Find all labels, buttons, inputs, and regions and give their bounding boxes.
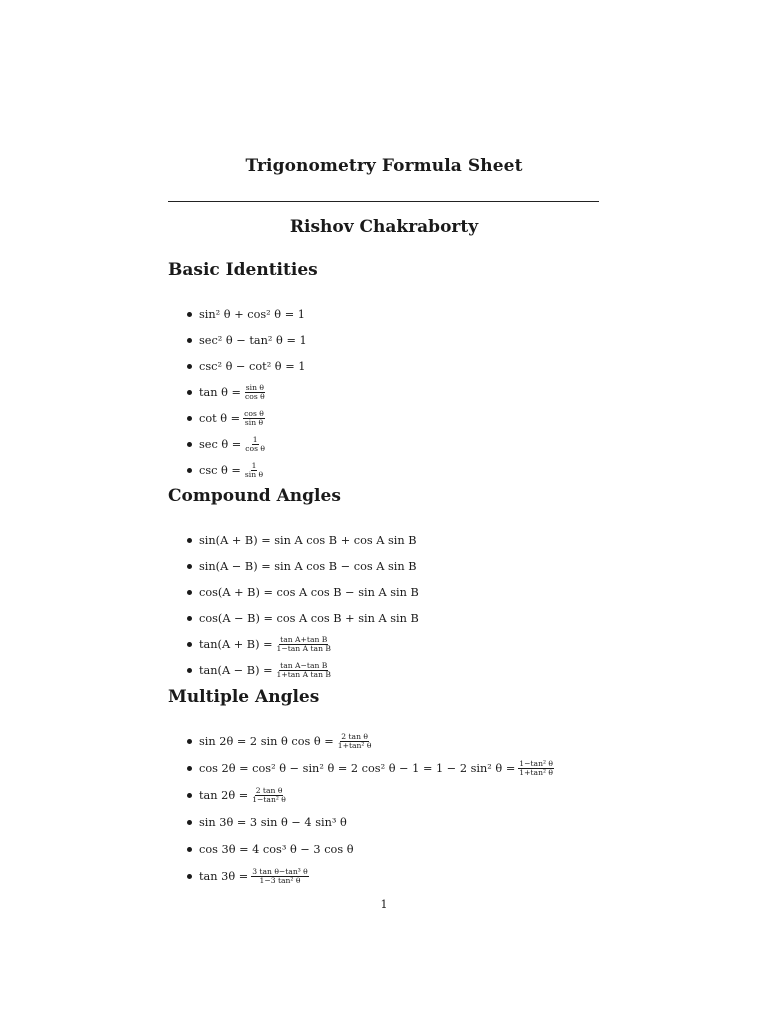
section-multiple-angles — [168, 685, 728, 890]
fraction-numerator: tan A+tan B — [280, 634, 328, 644]
title-rule — [168, 201, 599, 202]
fraction — [276, 636, 332, 653]
formula-text: sec θ = — [199, 437, 242, 451]
formula-text: csc² θ − cot² θ = 1 — [199, 359, 306, 373]
formula-item — [168, 782, 728, 809]
fraction-denominator: 1+tan² θ — [519, 768, 553, 777]
formula-item — [168, 301, 728, 327]
formula-text: sin 2θ = 2 sin θ cos θ = — [199, 735, 334, 748]
document-title: Trigonometry Formula Sheet — [245, 156, 523, 176]
formula-text: cos 3θ = 4 cos³ θ − 3 cos θ — [199, 843, 354, 856]
formula-text: cot θ = — [199, 411, 241, 425]
fraction-numerator: 1−tan² θ — [519, 759, 553, 768]
section-heading: Basic Identities — [168, 260, 318, 280]
formula-text: cos(A + B) = cos A cos B − sin A sin B — [199, 585, 419, 599]
section-basic-identities — [168, 258, 728, 483]
fraction-denominator: 1+tan² θ — [337, 741, 372, 750]
formula-item — [168, 657, 728, 683]
formula-item — [168, 553, 728, 579]
fraction — [243, 410, 265, 427]
formula-item — [168, 809, 728, 836]
formula-item — [168, 527, 728, 553]
formula-item — [168, 353, 728, 379]
formula-item — [168, 631, 728, 657]
fraction-denominator: sin θ — [244, 417, 264, 427]
fraction — [251, 868, 309, 885]
formula-text: sin(A − B) = sin A cos B − cos A sin B — [199, 559, 417, 573]
formula-text: sin 3θ = 3 sin θ − 4 sin³ θ — [199, 816, 347, 829]
formula-text: tan 2θ = — [199, 789, 249, 802]
formula-text: sec² θ − tan² θ = 1 — [199, 333, 307, 347]
formula-item — [168, 579, 728, 605]
fraction-numerator: 2 tan θ — [255, 786, 283, 795]
fraction-denominator: cos θ — [245, 391, 265, 401]
fraction — [518, 760, 554, 777]
formula-item — [168, 405, 728, 431]
formula-text: tan(A + B) = — [199, 637, 273, 651]
fraction-numerator: tan A−tan B — [280, 660, 328, 670]
formula-item — [168, 605, 728, 631]
fraction-numerator: 1 — [252, 434, 258, 444]
fraction — [276, 662, 332, 679]
formula-text: tan(A − B) = — [199, 663, 273, 677]
section-compound-angles — [168, 484, 728, 683]
fraction-numerator: 3 tan θ−tan³ θ — [252, 867, 308, 876]
section-heading: Multiple Angles — [168, 687, 320, 707]
fraction-numerator: cos θ — [244, 408, 264, 418]
formula-item — [168, 457, 728, 483]
fraction-numerator: 2 tan θ — [341, 732, 368, 741]
fraction-denominator: 1−tan² θ — [252, 795, 286, 804]
formula-text: cos(A − B) = cos A cos B + sin A sin B — [199, 611, 419, 625]
fraction — [244, 462, 264, 479]
fraction — [251, 787, 287, 804]
fraction — [244, 436, 266, 453]
formula-list — [168, 728, 728, 890]
fraction-denominator: cos θ — [245, 443, 265, 453]
fraction-numerator: sin θ — [245, 382, 264, 392]
formula-item — [168, 431, 728, 457]
fraction-numerator: 1 — [251, 460, 257, 470]
formula-text: cos 2θ = cos² θ − sin² θ = 2 cos² θ − 1 = 1 − 2 sin² θ = — [199, 762, 516, 775]
formula-text: csc θ = — [199, 463, 241, 477]
formula-item — [168, 379, 728, 405]
formula-text: sin² θ + cos² θ = 1 — [199, 307, 305, 321]
author-name: Rishov Chakraborty — [289, 217, 479, 237]
formula-item — [168, 327, 728, 353]
formula-text: sin(A + B) = sin A cos B + cos A sin B — [199, 533, 417, 547]
formula-item — [168, 863, 728, 890]
formula-text: tan θ = — [199, 385, 241, 399]
formula-text: tan 3θ = — [199, 870, 249, 883]
fraction-denominator: 1+tan A tan B — [276, 669, 331, 679]
formula-list — [168, 527, 728, 683]
formula-list — [168, 301, 728, 483]
fraction-denominator: 1−tan A tan B — [276, 643, 331, 653]
fraction — [337, 733, 373, 750]
formula-item — [168, 836, 728, 863]
formula-item — [168, 755, 728, 782]
formula-item — [168, 728, 728, 755]
fraction-denominator: 1−3 tan² θ — [259, 876, 301, 885]
page-number: 1 — [380, 898, 388, 911]
fraction — [244, 384, 266, 401]
fraction-denominator: sin θ — [244, 469, 264, 479]
section-heading: Compound Angles — [168, 486, 341, 506]
